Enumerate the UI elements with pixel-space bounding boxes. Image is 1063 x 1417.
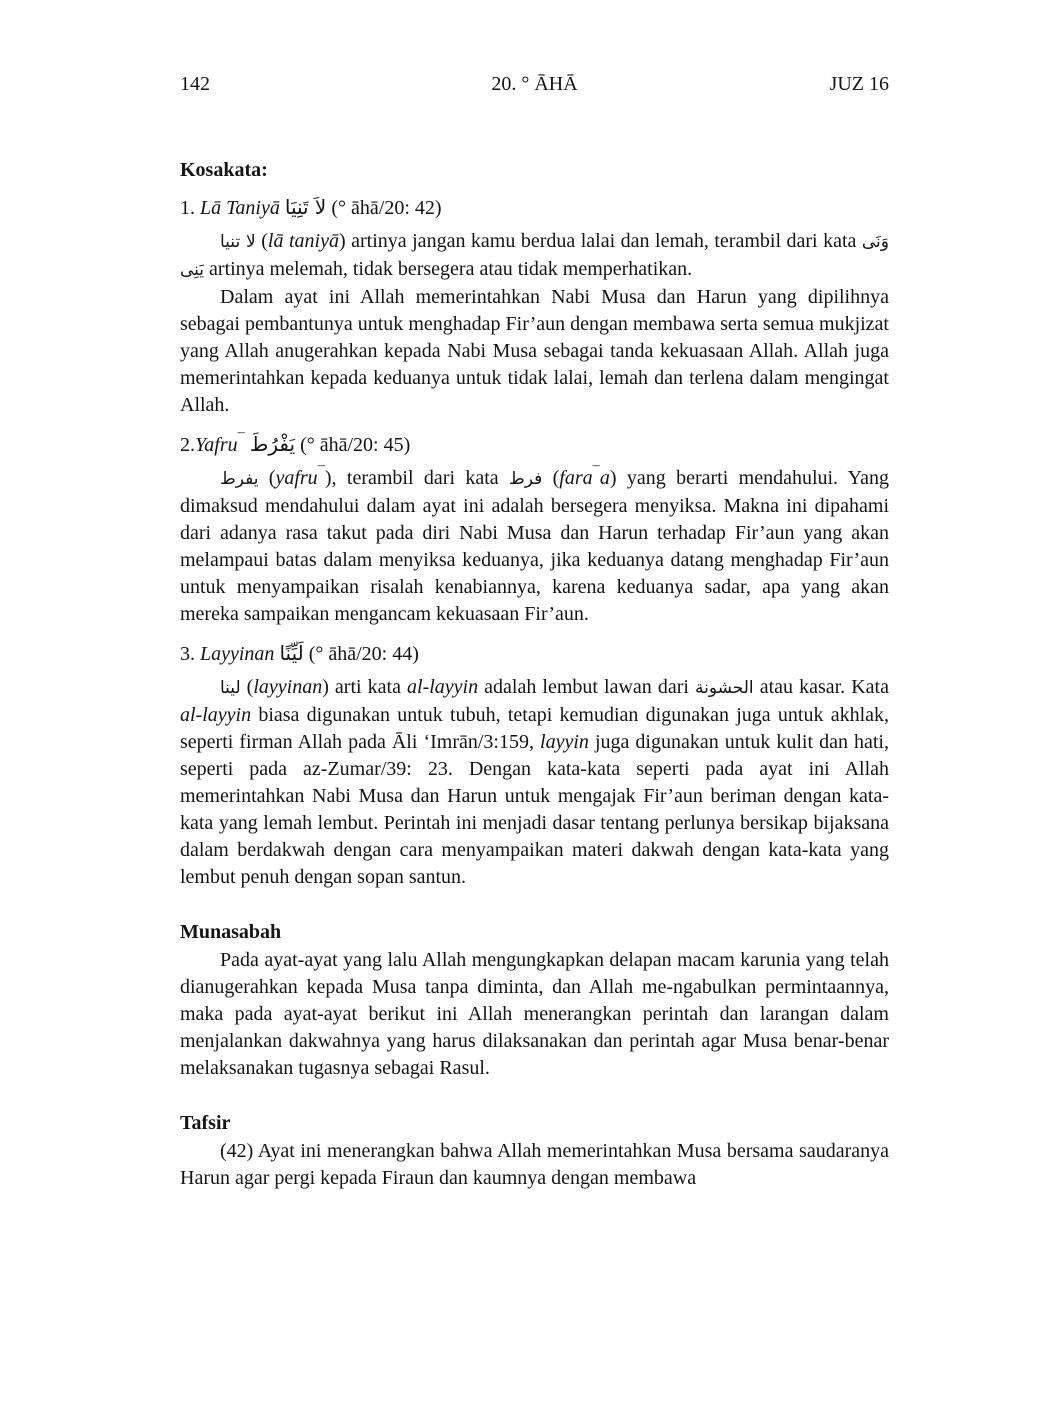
text-segment: Dalam ayat ini Allah memerintahkan Nabi Musa dan Harun yang dipilihnya sebagai pembantunya untuk menghadap Fir’aun dengan membawa serta semua mukjizat yang Allah anugerahkan kepada Nabi Musa sebagai tanda kekuasaan Allah. Allah juga memerintahkan kepada keduanya untuk tidak lalai, lemah dan terlena dalam mengingat Allah.	[180, 286, 889, 416]
transliteration-text: yafru	[275, 467, 318, 489]
text-segment: (	[542, 467, 560, 489]
kosakata-item1-heading	[180, 191, 889, 224]
kosakata-item3-paragraph-1	[180, 674, 889, 891]
arabic-text: فرط	[509, 469, 543, 489]
text-segment: atau kasar. Kata	[753, 676, 889, 698]
text-segment: ), terambil dari kata	[324, 467, 510, 489]
arabic-text: لينا	[220, 678, 241, 698]
kosakata-item2-heading	[180, 428, 889, 461]
text-segment: (	[240, 676, 254, 698]
page-content	[180, 72, 889, 1192]
kosakata-item1-paragraph-1	[180, 228, 889, 284]
transliteration-text: layyin	[540, 731, 589, 753]
kosakata-heading: Kosakata:	[180, 159, 268, 181]
munasabah-paragraph-1	[180, 947, 889, 1082]
text-segment: 2.	[180, 434, 195, 456]
arabic-text: لَيِّنًا	[279, 641, 304, 665]
transliteration-text: fara	[559, 467, 593, 489]
superscript-mark: ¯	[317, 464, 325, 481]
text-segment: adalah lembut lawan dari	[478, 676, 695, 698]
text-segment: ) artinya jangan kamu berdua lalai dan lemah, terambil dari kata	[338, 230, 862, 252]
superscript-mark: ¯	[237, 431, 245, 448]
text-segment: ) arti kata	[322, 676, 408, 698]
juz-label: JUZ 16	[829, 73, 889, 95]
munasabah-heading: Munasabah	[180, 921, 282, 943]
text-segment: (° āhā/20: 45)	[295, 434, 411, 456]
transliteration-text: a	[599, 467, 610, 489]
text-segment: (° āhā/20: 42)	[326, 197, 442, 219]
transliteration-text: layyinan	[253, 676, 323, 698]
running-header	[180, 72, 889, 96]
arabic-text: الحشونة	[694, 678, 754, 698]
arabic-text: يَفْرُطَ	[249, 432, 296, 456]
text-segment: biasa digunakan untuk tubuh, tetapi kemudian digunakan juga untuk akhlak, seperti firman Allah pada Āli ‘Imrān/3:159,	[180, 704, 889, 753]
transliteration-text: Layyinan	[200, 643, 275, 665]
arabic-text: وَنَى يَنِى	[180, 232, 890, 280]
tafsir-paragraph-1	[180, 1138, 889, 1192]
kosakata-item1-paragraph-2	[180, 284, 889, 419]
transliteration-text: al-layyin	[407, 676, 479, 698]
text-segment: 3.	[180, 643, 200, 665]
transliteration-text: Yafru	[195, 434, 238, 456]
text-segment: 1.	[180, 197, 200, 219]
surah-title: 20. ° ĀHĀ	[491, 73, 578, 95]
text-segment: (° āhā/20: 44)	[303, 643, 419, 665]
tafsir-heading: Tafsir	[180, 1112, 231, 1134]
arabic-text: لاَ تَنِيَا	[284, 195, 327, 219]
text-segment: (	[255, 230, 268, 252]
transliteration-text: lā taniyā	[267, 230, 339, 252]
arabic-text: لا تنيا	[220, 232, 256, 252]
kosakata-item3-heading	[180, 637, 889, 670]
kosakata-item2-paragraph-1	[180, 465, 889, 628]
transliteration-text: Lā Taniyā	[200, 197, 280, 219]
text-segment: (	[258, 467, 276, 489]
text-segment: artinya melemah, tidak bersegera atau tidak memperhatikan.	[204, 258, 693, 280]
text-segment: (42) Ayat ini menerangkan bahwa Allah memerintahkan Musa bersama saudaranya Harun agar pergi kepada Firaun dan kaumnya dengan membawa	[180, 1140, 889, 1189]
text-segment: ) yang berarti mendahului. Yang dimaksud mendahului dalam ayat ini adalah bersegera menyiksa. Makna ini dipahami dari adanya rasa takut pada diri Nabi Musa dan Harun terhadap Fir’aun yang akan melampaui batas dalam menyiksa keduanya, jika keduanya datang menghadap Fir’aun untuk menyampaikan risalah kenabiannya, karena keduanya sadar, apa yang akan mereka sampaikan mengancam kekuasaan Fir’aun.	[180, 467, 889, 625]
text-segment: juga digunakan untuk kulit dan hati, seperti pada az-Zumar/39: 23. Dengan kata-kata seperti pada ayat ini Allah memerintahkan Nabi Musa dan Harun untuk mengajak Fir’aun beriman dengan kata-kata yang lemah lembut. Perintah ini menjadi dasar tentang perlunya bersikap bijaksana dalam berdakwah dengan cara menyampaikan materi dakwah dengan kata-kata yang lembut penuh dengan sopan santun.	[180, 731, 889, 888]
page-number: 142	[180, 73, 210, 95]
arabic-text: يفرط	[220, 469, 259, 489]
transliteration-text: al-layyin	[180, 704, 252, 726]
text-segment: Pada ayat-ayat yang lalu Allah mengungkapkan delapan macam karunia yang telah dianugerahkan kepada Musa tanpa diminta, dan Allah me-ngabulkan permintaannya, maka pada ayat-ayat berikut ini Allah menerangkan perintah dan larangan dalam menjalankan dakwahnya yang harus dilaksanakan dan perintah agar Musa benar-benar melaksanakan tugasnya sebagai Rasul.	[180, 949, 889, 1079]
superscript-mark: ¯	[592, 464, 600, 481]
